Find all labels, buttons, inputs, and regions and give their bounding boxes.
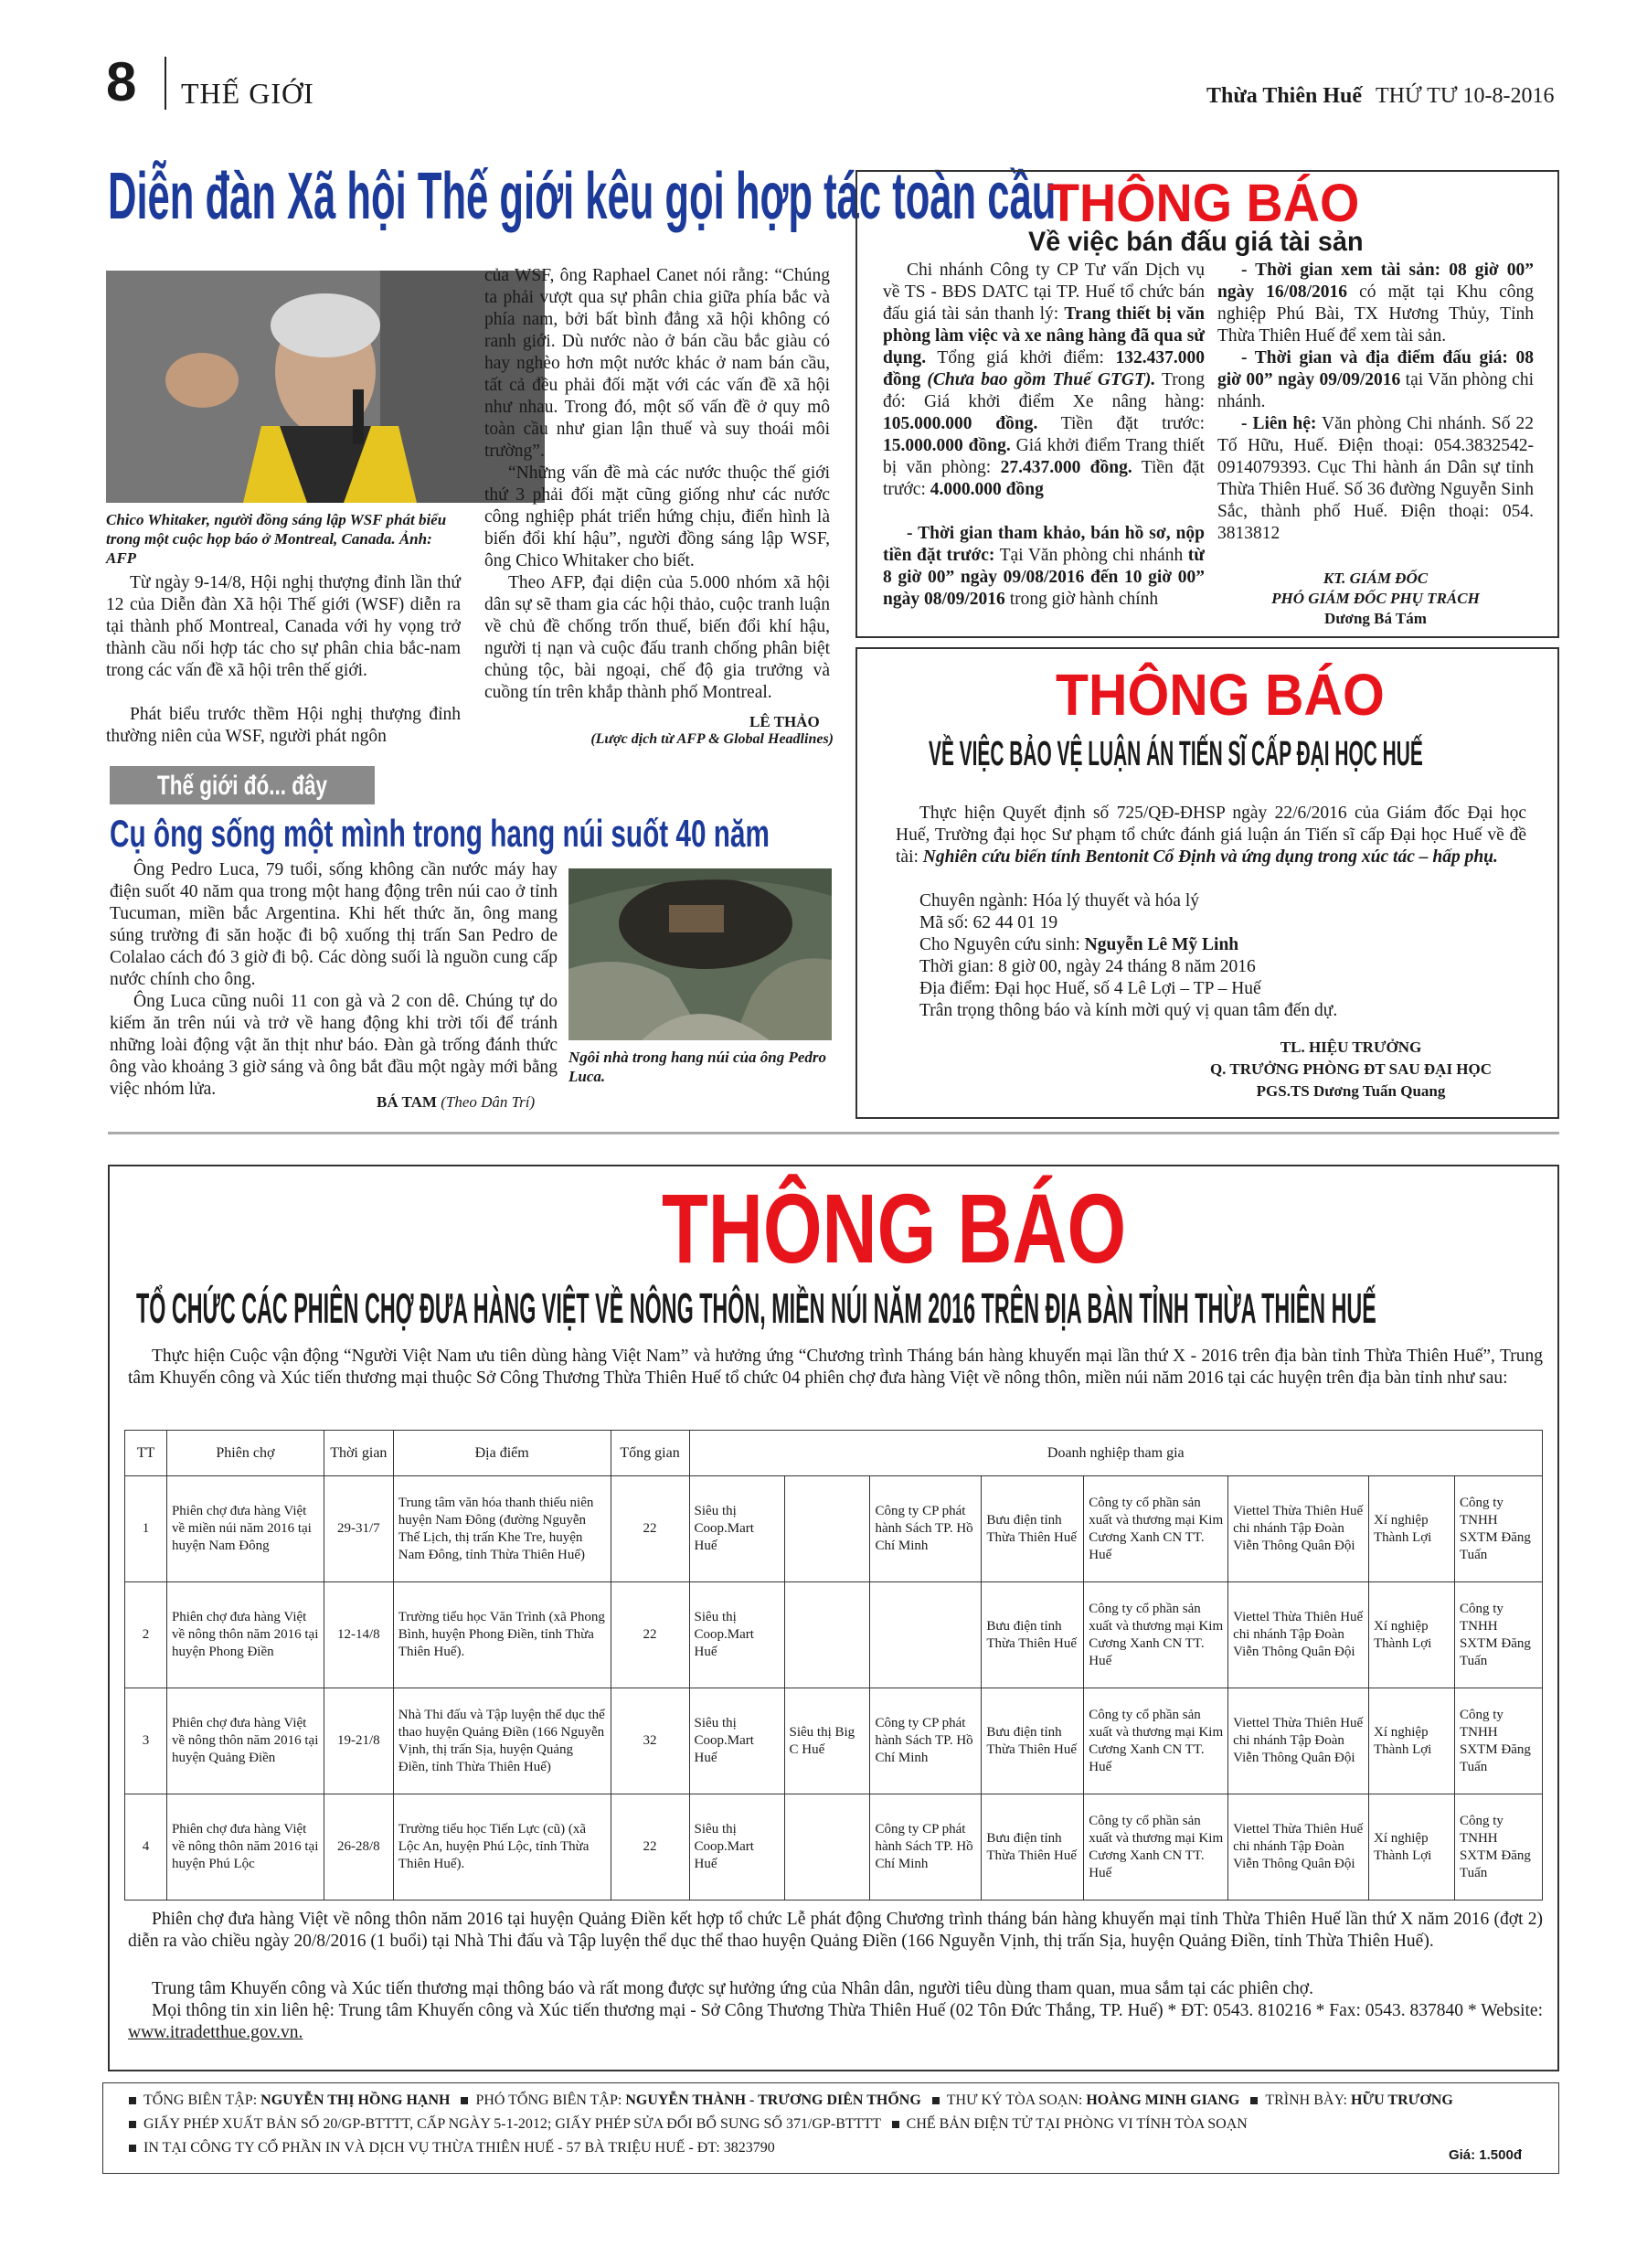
notice1-c1-l: Tiền đặt trước: — [883, 458, 1205, 499]
th-time: Thời gian — [324, 1431, 393, 1476]
table-cell: 32 — [611, 1688, 689, 1794]
table-cell: Viettel Thừa Thiên Huế chi nhánh Tập Đoàn Viễn Thông Quân Đội — [1228, 1582, 1369, 1688]
notice2-sign2: Q. TRƯỞNG PHÒNG ĐT SAU ĐẠI HỌC — [1209, 1060, 1493, 1078]
notice3-after3 — [128, 2000, 1543, 2044]
table-cell: Viettel Thừa Thiên Huế chi nhánh Tập Đoàn Viễn Thông Quân Đội — [1228, 1476, 1369, 1582]
table-cell: Công ty TNHH SXTM Đăng Tuấn — [1454, 1794, 1542, 1901]
notice-market — [108, 1165, 1559, 2071]
table-cell: Phiên chợ đưa hàng Việt về nông thôn năm 2016 tại huyện Phú Lộc — [166, 1794, 324, 1901]
article2-byline — [377, 1093, 535, 1112]
notice2-l6: Trân trọng thông báo và kính mời quý vị quan tâm đến dự. — [919, 1001, 1338, 1020]
article1-col1-p2: Phát biểu trước thềm Hội nghị thượng đỉnh thường niên của WSF, người phát ngôn — [106, 705, 461, 746]
section-tag — [110, 766, 375, 804]
notice1-c1-g: 105.000.000 đồng. — [883, 414, 1038, 433]
article2-p2: Ông Luca cũng nuôi 11 con gà và 2 con dê. Chúng tự do kiếm ăn trên núi và trở về hang động khi trời tối để tránh những loài động vật ăn thịt như báo. Đàn gà trống đánh thức ông vào khoảng 3 giờ sáng và ông bắt đầu một ngày mới bằng việc nhóm lửa. — [110, 992, 558, 1099]
bullet-icon — [1250, 2097, 1258, 2104]
table-cell: Công ty cổ phần sản xuất và thương mại Kim Cương Xanh CN TT. Huế — [1084, 1476, 1228, 1582]
table-cell: Siêu thị Big C Huế — [784, 1688, 870, 1794]
newspaper-name: Thừa Thiên Huế — [1206, 84, 1363, 108]
notice1-col2-c — [1217, 413, 1534, 545]
footer-typesetting: CHẾ BẢN ĐIỆN TỬ TẠI PHÒNG VI TÍNH TÒA SOẠN — [906, 2116, 1248, 2132]
notice3-after3-text: Mọi thông tin xin liên hệ: Trung tâm Khuyến công và Xúc tiến thương mại - Sở Công Thương Thừa Thiên Huế (02 Tôn Đức Thắng, TP. Huế) * ĐT: 0543. 810216 * Fax: 0543. 837840 * Website: — [152, 2001, 1543, 2020]
article2-author: BÁ TAM — [377, 1093, 437, 1111]
notice2-l3-a: Cho Nguyên cứu sinh: — [919, 935, 1085, 954]
th-location: Địa điểm — [393, 1431, 611, 1476]
table-cell: Siêu thị Coop.Mart Huế — [689, 1582, 784, 1688]
notice1-c1-q: trong giờ hành chính — [1004, 590, 1159, 609]
footer-deputy: NGUYỄN THÀNH - TRƯƠNG DIÊN THỐNG — [625, 2092, 921, 2108]
table-cell: Xí nghiệp Thành Lợi — [1369, 1794, 1455, 1901]
notice3-title: THÔNG BÁO — [662, 1173, 1127, 1283]
table-cell — [870, 1582, 982, 1688]
market-table — [124, 1430, 1543, 1901]
notice2-l4: Thời gian: 8 giờ 00, ngày 24 tháng 8 năm 2016 — [919, 957, 1256, 976]
section-divider — [108, 1132, 1559, 1134]
notice1-c1-i: 15.000.000 đồng. — [883, 436, 1011, 455]
table-cell: Xí nghiệp Thành Lợi — [1369, 1582, 1455, 1688]
bullet-icon — [892, 2121, 899, 2128]
table-row — [125, 1688, 1543, 1794]
notice2-l3 — [919, 934, 1523, 956]
section-tag-label: Thế giới đó... đây — [157, 771, 328, 801]
table-cell: Công ty CP phát hành Sách TP. Hồ Chí Minh — [870, 1476, 982, 1582]
table-cell: 22 — [611, 1582, 689, 1688]
table-cell: Công ty cổ phần sản xuất và thương mại Kim Cương Xanh CN TT. Huế — [1084, 1688, 1228, 1794]
article1-col2-p3: Theo AFP, đại diện của 5.000 nhóm xã hội dân sự sẽ tham gia các hội thảo, cuộc tranh luận về chủ đề chống trốn thuế, biến đổi khí hậu, người tị nạn và cuộc đấu tranh chống phân biệt chủng tộc, bài ngoại, chế độ gia trưởng và cuồng tín trên khắp thành phố Montreal. — [484, 573, 830, 702]
table-cell: Trung tâm văn hóa thanh thiếu niên huyện Nam Đông (đường Nguyễn Thế Lịch, thị trấn Khe Tre, huyện Nam Đông, tỉnh Thừa Thiên Huế) — [393, 1476, 611, 1582]
table-cell: Bưu điện tỉnh Thừa Thiên Huế — [982, 1476, 1084, 1582]
whitaker-photo-caption: Chico Whitaker, người đồng sáng lập WSF phát biểu trong một cuộc họp báo ở Montreal, Canada. Ảnh: AFP — [106, 511, 447, 567]
table-cell: 2 — [125, 1582, 167, 1688]
table-cell: Công ty TNHH SXTM Đăng Tuấn — [1454, 1688, 1542, 1794]
notice3-after2: Trung tâm Khuyến công và Xúc tiến thương mại thông báo và rất mong được sự hưởng ứng của Nhân dân, người tiêu dùng tham quan, mua sắm tại các phiên chợ. — [152, 1979, 1313, 1998]
article1-col2-p1: của WSF, ông Raphael Canet nói rằng: “Chúng ta phải vượt qua sự phân chia giữa phía bắc và phía nam, bởi bất bình đẳng xã hội không có ranh giới. Dù nước nào ở bán cầu bắc giàu có hay nghèo hơn một nước khác ở nam bán cầu, tất cả đều phải đối mặt với các vấn đề xã hội như nhau. Trong đó, một số vấn đề ở quy mô toàn cầu như gian lận thuế và suy thoái môi trường”. — [484, 266, 830, 461]
article1-headline: Diễn đàn Xã hội Thế giới kêu gọi hợp tác toàn cầu — [108, 160, 1057, 233]
notice1-sign2: PHÓ GIÁM ĐỐC PHỤ TRÁCH — [1271, 590, 1480, 607]
notice1-signature — [1217, 569, 1534, 629]
notice1-c1-c: Tổng giá khởi điểm: — [926, 348, 1116, 367]
notice1-col1-b — [883, 523, 1205, 611]
table-cell: Bưu điện tỉnh Thừa Thiên Huế — [982, 1794, 1084, 1901]
cave-photo — [568, 868, 832, 1040]
bullet-icon — [129, 2121, 136, 2128]
table-cell: Công ty CP phát hành Sách TP. Hồ Chí Minh — [870, 1688, 982, 1794]
bullet-icon — [932, 2097, 940, 2104]
table-cell: 4 — [125, 1794, 167, 1901]
masthead-footer — [102, 2082, 1559, 2174]
footer-layout: HỮU TRƯƠNG — [1350, 2092, 1453, 2108]
table-cell: Công ty cổ phần sản xuất và thương mại Kim Cương Xanh CN TT. Huế — [1084, 1582, 1228, 1688]
table-cell: Phiên chợ đưa hàng Việt về miền núi năm 2016 tại huyện Nam Đông — [166, 1476, 324, 1582]
table-cell — [784, 1582, 870, 1688]
th-tt: TT — [125, 1431, 167, 1476]
website-link[interactable]: www.itradetthue.gov.vn. — [128, 2023, 303, 2042]
notice1-c1-o: Tại Văn phòng chi nhánh — [994, 546, 1188, 565]
notice1-c1-h: Tiền đặt trước: — [1037, 414, 1205, 433]
table-cell: Xí nghiệp Thành Lợi — [1369, 1476, 1455, 1582]
bullet-icon — [129, 2097, 136, 2104]
notice1-c2-a: - Thời gian xem tài sản: 08 giờ 00” ngày 16/08/2016 — [1217, 261, 1534, 302]
table-row — [125, 1794, 1543, 1901]
table-cell: Siêu thị Coop.Mart Huế — [689, 1794, 784, 1901]
notice1-col2-b — [1217, 347, 1534, 413]
notice1-c1-n: - Thời gian tham khảo, bán hồ sơ, nộp tiền đặt trước: — [883, 524, 1205, 565]
notice1-c2-d: tại Văn phòng chi nhánh. — [1217, 370, 1534, 411]
th-booths: Tổng gian — [611, 1431, 689, 1476]
notice2-p1-a: Thực hiện Quyết định số 725/QĐ-ĐHSP ngày 22/6/2016 của Giám đốc Đại học Huế, Trường đại học Sư phạm tổ chức đánh giá luận án Tiến sĩ cấp Đại học Huế về đề tài: — [896, 804, 1526, 867]
notice1-c1-f: Trong đó: Giá khởi điểm Xe nâng hàng: — [883, 370, 1206, 411]
article2-headline: Cụ ông sống một mình trong hang núi suốt 40 năm — [110, 812, 770, 855]
footer-license: GIẤY PHÉP XUẤT BẢN SỐ 20/GP-BTTTT, CẤP NGÀY 5-1-2012; GIẤY PHÉP SỬA ĐỔI BỔ SUNG SỐ 371/GP-BTTTT — [143, 2116, 881, 2132]
notice3-subtitle: TỔ CHỨC CÁC PHIÊN CHỢ ĐƯA HÀNG VIỆT VỀ NÔNG THÔN, MIỀN NÚI NĂM 2016 TRÊN ĐỊA BÀN TỈNH THỪA THIÊN HUẾ — [136, 1284, 1376, 1332]
footer-printer: IN TẠI CÔNG TY CỔ PHẦN IN VÀ DỊCH VỤ THỪA THIÊN HUẾ - 57 BÀ TRIỆU HUẾ - ĐT: 3823790 — [143, 2140, 775, 2156]
notice-thesis — [855, 647, 1559, 1119]
notice1-c2-f: Văn phòng Chi nhánh. Số 22 Tố Hữu, Huế. Điện thoại: 054.3832542-0914079393. Cục Thi hành án Dân sự tỉnh Thừa Thiên Huế. Số 36 đường Nguyễn Sinh Sắc, thành phố Huế. Điện thoại: 054. 3813812 — [1217, 414, 1534, 543]
notice1-c1-p: từ 8 giờ 00” ngày 09/08/2016 đến 10 giờ 00” ngày 08/09/2016 — [883, 546, 1205, 609]
footer-label4: TRÌNH BÀY: — [1265, 2092, 1351, 2108]
article1-col1-p1: Từ ngày 9-14/8, Hội nghị thượng đỉnh lần thứ 12 của Diễn đàn Xã hội Thế giới (WSF) diễn ra tại thành phố Montreal, Canada với hy vọng trở thành cầu nối hợp tác cho sự phân chia bắc-nam trong các vấn đề xã hội trên thế giới. — [106, 573, 461, 680]
notice1-c2-e: - Liên hệ: — [1241, 414, 1317, 433]
table-cell: Công ty TNHH SXTM Đăng Tuấn — [1454, 1476, 1542, 1582]
page-number: 8 — [106, 51, 137, 112]
table-cell: 22 — [611, 1476, 689, 1582]
price: Giá: 1.500đ — [1448, 2147, 1522, 2163]
table-cell: 29-31/7 — [324, 1476, 393, 1582]
table-cell: 1 — [125, 1476, 167, 1582]
notice1-c1-m: 4.000.000 đồng — [930, 480, 1044, 499]
table-cell: 19-21/8 — [324, 1688, 393, 1794]
notice1-c1-e: (Chưa bao gồm Thuế GTGT). — [927, 370, 1156, 389]
footer-row3 — [129, 2138, 775, 2158]
notice1-title: THÔNG BÁO — [1048, 174, 1360, 233]
table-cell: Phiên chợ đưa hàng Việt về nông thôn năm 2016 tại huyện Quảng Điền — [166, 1688, 324, 1794]
notice1-col1 — [883, 260, 1205, 501]
table-cell: Công ty CP phát hành Sách TP. Hồ Chí Minh — [870, 1794, 982, 1901]
notice2-l2: Mã số: 62 44 01 19 — [919, 913, 1058, 932]
table-cell: Viettel Thừa Thiên Huế chi nhánh Tập Đoàn Viễn Thông Quân Đội — [1228, 1688, 1369, 1794]
notice2-sign3: PGS.TS Dương Tuấn Quang — [1256, 1082, 1446, 1100]
section-title: THẾ GIỚI — [181, 77, 314, 110]
notice2-l5: Địa điểm: Đại học Huế, số 4 Lê Lợi – TP – Huế — [919, 979, 1261, 998]
notice2-signature — [1159, 1037, 1543, 1102]
notice1-sign3: Dương Bá Tám — [1324, 610, 1427, 627]
whitaker-photo — [106, 271, 545, 503]
table-header-row — [125, 1431, 1543, 1476]
header-divider — [165, 57, 166, 110]
article1-author: LÊ THẢO — [749, 713, 820, 730]
table-cell: 3 — [125, 1688, 167, 1794]
notice1-subtitle: Về việc bán đấu giá tài sản — [1028, 227, 1364, 257]
notice1-c1-j: Giá khởi điểm Trang thiết bị văn phòng: — [883, 436, 1205, 477]
notice2-l3-b: Nguyễn Lê Mỹ Linh — [1084, 935, 1239, 954]
notice1-sign1: KT. GIÁM ĐỐC — [1323, 570, 1429, 587]
table-cell: Trường tiểu học Tiến Lực (cũ) (xã Lộc An, huyện Phú Lộc, tỉnh Thừa Thiên Huế). — [393, 1794, 611, 1901]
bullet-icon — [129, 2145, 136, 2152]
table-row — [125, 1476, 1543, 1582]
notice2-l1: Chuyên ngành: Hóa lý thuyết và hóa lý — [919, 891, 1199, 910]
notice2-p1 — [896, 803, 1526, 868]
notice1-c1-d: 132.437.000 đồng — [883, 348, 1205, 389]
footer-row1 — [129, 2091, 1453, 2111]
table-cell: Nhà Thi đấu và Tập luyện thể dục thể thao huyện Quảng Điền (166 Nguyễn Vịnh, thị trấn Sịa, huyện Quảng Điền, tỉnh Thừa Thiên Huế) — [393, 1688, 611, 1794]
footer-label3: THƯ KÝ TÒA SOẠN: — [946, 2092, 1087, 2108]
table-cell — [784, 1476, 870, 1582]
article2-p1: Ông Pedro Luca, 79 tuổi, sống không cần nước máy hay điện suốt 40 năm qua trong một hang động trên núi cao ở tỉnh Tucuman, miền bắc Argentina. Khi hết thức ăn, ông mang súng trường đi săn hoặc đi bộ xuống thị trấn San Pedro de Colalao cách đó 3 giờ đi bộ. Các dòng suối là nguồn cung cấp nước chính cho ông. — [110, 860, 558, 989]
table-cell: 22 — [611, 1794, 689, 1901]
notice1-col2-a — [1217, 260, 1534, 347]
notice2-subtitle: VỀ VIỆC BẢO VỆ LUẬN ÁN TIẾN SĨ CẤP ĐẠI HỌC HUẾ — [929, 735, 1423, 773]
footer-label1: TỔNG BIÊN TẬP: — [143, 2092, 261, 2108]
table-cell: Công ty TNHH SXTM Đăng Tuấn — [1454, 1582, 1542, 1688]
table-cell: Bưu điện tỉnh Thừa Thiên Huế — [982, 1688, 1084, 1794]
footer-label2: PHÓ TỔNG BIÊN TẬP: — [475, 2092, 626, 2108]
notice3-intro: Thực hiện Cuộc vận động “Người Việt Nam ưu tiên dùng hàng Việt Nam” và hưởng ứng “Chương trình Tháng bán hàng khuyến mại lần thứ X - 2016 trên địa bàn tỉnh Thừa Thiên Huế”, Trung tâm Khuyến công và Xúc tiến thương mại thuộc Sở Công Thương Thừa Thiên Huế tổ chức 04 phiên chợ đưa hàng Việt về nông thôn, miền núi năm 2016 tại các huyện trên địa bàn tỉnh như sau: — [128, 1347, 1543, 1388]
article1-col2-p2: “Những vấn đề mà các nước thuộc thế giới thứ 3 phải đối mặt cũng giống như các nước công nghiệp phát triển hứng chịu, điển hình là biến đổi khí hậu”, người đồng sáng lập WSF, ông Chico Whitaker cho biết. — [484, 463, 830, 570]
table-row — [125, 1582, 1543, 1688]
notice2-details — [919, 890, 1523, 1022]
article2-source: (Theo Dân Trí) — [441, 1093, 536, 1111]
footer-editor: NGUYỄN THỊ HỒNG HẠNH — [260, 2092, 451, 2108]
cave-photo-caption: Ngôi nhà trong hang núi của ông Pedro Luca. — [568, 1049, 826, 1085]
notice1-c2-b: có mặt tại Khu công nghiệp Phú Bài, TX Hương Thủy, Tỉnh Thừa Thiên Huế để xem tài sản. — [1217, 282, 1535, 346]
article1-source: (Lược dịch từ AFP & Global Headlines) — [590, 731, 834, 747]
table-cell: 26-28/8 — [324, 1794, 393, 1901]
notice1-c1-b: Trang thiết bị văn phòng làm việc và xe nâng hàng đã qua sử dụng. — [883, 304, 1205, 367]
footer-row2 — [129, 2114, 1248, 2135]
table-cell — [784, 1794, 870, 1901]
th-market: Phiên chợ — [166, 1431, 324, 1476]
notice1-c1-a: Chi nhánh Công ty CP Tư vấn Dịch vụ về TS - BĐS DATC tại TP. Huế tổ chức bán đấu giá tài sản thanh lý: — [883, 261, 1205, 324]
table-cell: Trường tiểu học Văn Trình (xã Phong Bình, huyện Phong Điền, tỉnh Thừa Thiên Huế). — [393, 1582, 611, 1688]
table-cell: Bưu điện tỉnh Thừa Thiên Huế — [982, 1582, 1084, 1688]
bullet-icon — [461, 2097, 468, 2104]
th-enterprises: Doanh nghiệp tham gia — [689, 1431, 1542, 1476]
notice1-c2-c: - Thời gian và địa điểm đấu giá: 08 giờ 00” ngày 09/09/2016 — [1217, 348, 1534, 389]
table-cell: Phiên chợ đưa hàng Việt về nông thôn năm 2016 tại huyện Phong Điền — [166, 1582, 324, 1688]
notice2-title: THÔNG BÁO — [1056, 662, 1385, 728]
notice2-sign1: TL. HIỆU TRƯỞNG — [1280, 1038, 1422, 1056]
notice3-after1: Phiên chợ đưa hàng Việt về nông thôn năm 2016 tại huyện Quảng Điền kết hợp tổ chức Lễ phát động Chương trình tháng bán hàng khuyến mại tỉnh Thừa Thiên Huế lần thứ X năm 2016 (đợt 2) diễn ra vào chiều ngày 20/8/2016 (1 buổi) tại Nhà Thi đấu và Tập luyện thể dục thể thao huyện Quảng Điền (166 Nguyễn Vịnh, thị trấn Sịa, huyện Quảng Điền, tỉnh Thừa Thiên Huế). — [128, 1910, 1543, 1951]
notice1-c1-k: 27.437.000 đồng. — [1000, 458, 1132, 477]
table-cell: Viettel Thừa Thiên Huế chi nhánh Tập Đoàn Viễn Thông Quân Đội — [1228, 1794, 1369, 1901]
footer-secretary: HOÀNG MINH GIANG — [1086, 2092, 1240, 2108]
table-cell: Siêu thị Coop.Mart Huế — [689, 1476, 784, 1582]
table-cell: Xí nghiệp Thành Lợi — [1369, 1688, 1455, 1794]
notice2-p1-b: Nghiên cứu biến tính Bentonit Cổ Định và ứng dụng trong xúc tác – hấp phụ. — [922, 847, 1498, 867]
issue-date: THỨ TƯ 10-8-2016 — [1376, 84, 1555, 108]
table-cell: Công ty cổ phần sản xuất và thương mại Kim Cương Xanh CN TT. Huế — [1084, 1794, 1228, 1901]
notice-auction — [855, 170, 1559, 638]
table-cell: Siêu thị Coop.Mart Huế — [689, 1688, 784, 1794]
table-cell: 12-14/8 — [324, 1582, 393, 1688]
